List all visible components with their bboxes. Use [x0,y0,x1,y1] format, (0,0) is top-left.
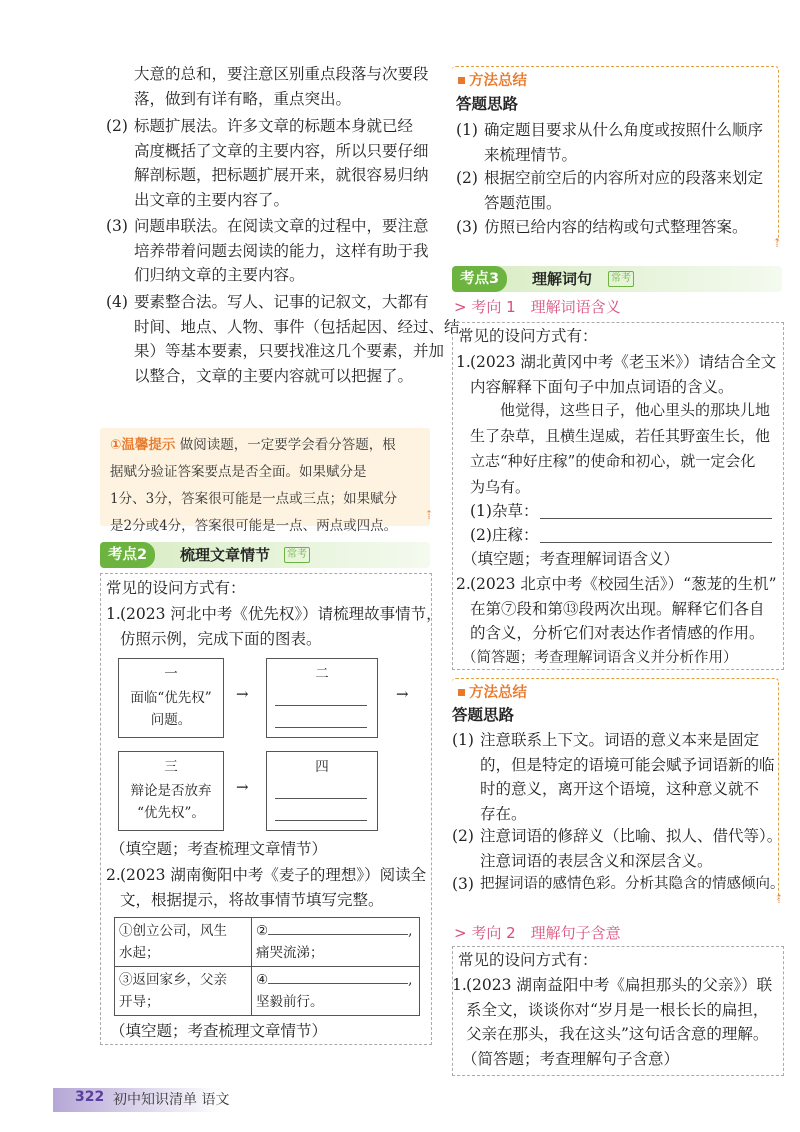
text-line: 生了杂草，且横生逞威，若任其野蛮生长，他 [470,426,771,445]
method-number: (1) [456,121,478,139]
text-line: 文，根据提示，将故事情节填写完整。 [120,890,384,909]
text-line: 问题串联法。在阅读文章的过程中，要注意 [134,217,429,235]
method-item [452,728,786,826]
method-number: (1) [452,731,474,749]
common-label: 常见的设问方式有： [106,579,246,597]
text-line: 注意联系上下文。词语的意义本来是固定 [480,731,760,749]
text-line: 内容解释下面句子中加点词语的含义。 [470,377,734,396]
text-line: 把握词语的感情色彩。分析其隐含的情感倾向。 [480,876,785,892]
kp3-header [452,266,782,292]
corner-arrow-icon: ⇡ [424,508,435,522]
kp2-tag: 考点2 [100,542,155,568]
text-line: 仿照示例，完成下面的图表。 [120,629,322,648]
question-number: 2. [106,866,121,884]
page-number: 322 [75,1089,105,1105]
table-cell[interactable]: ② , 痛哭流涕； [252,918,420,967]
text-line: (2023 湖北黄冈中考《老玉米》）请结合全文 [470,353,777,371]
text-line: 存在。 [480,804,527,823]
method-item [106,214,436,288]
method-item [456,118,786,167]
question-note: （简答题；考查理解词语含义并分析作用） [462,650,738,666]
question-number: 1. [452,976,467,994]
question-number: 1. [456,353,471,371]
box-title: 二 [315,666,329,682]
text-line: 注意词语的表层含义和深层含义。 [480,851,713,870]
kp2-badge: 常考 [284,547,310,563]
box-title: 三 [164,759,178,775]
blank-label: (2)庄稼： [470,526,539,544]
question-note: （填空题；考查梳理文章情节） [110,840,328,858]
method-number: (4) [106,293,128,311]
table-cell: ①创立公司，风生 水起； [115,918,252,967]
text-line: 为乌有。 [470,477,531,496]
kp2-title: 梳理文章情节 [180,546,271,564]
kp3-tag: 考点3 [452,266,507,292]
diagram-box-2 [266,658,378,738]
diagram-box-4 [266,751,378,831]
question-3 [452,973,786,1047]
text-line: 的，但是特定的语境可能会赋予词语新的临 [480,755,775,774]
footer-title: 初中知识清单 语文 [113,1092,230,1108]
text-line: (2023 北京中考《校园生活》）“葱茏的生机” [470,575,777,593]
kp2-header [100,542,430,568]
text-line: 系全文，谈谈你对“岁月是一根长长的扁担， [466,1000,769,1019]
text-line: 解剖标题，把标题扩展开来，就很容易归纳 [134,166,429,184]
text-line: “优先权”。 [137,805,205,821]
tip-label: ①温馨提示 [110,437,176,453]
text-line: 1分、3分，答案很可能是一点或三点；如果赋分 [110,491,398,507]
method-item [452,872,786,897]
corner-arrow-icon: ⇡ [774,892,785,906]
method-item [106,290,460,388]
text-line: 他觉得，这些日子，他心里头的那块儿地 [500,401,771,419]
diagram-box-1 [118,658,224,738]
text-line: 高度概括了文章的主要内容，所以只要仔细 [134,141,429,160]
question-note: （填空题；考查梳理文章情节） [110,1022,328,1040]
common-label: 常见的设问方式有： [458,951,598,969]
method-summary-title: 方法总结 [458,69,527,90]
direction-1-title: > 考向 1 理解词语含义 [454,298,621,316]
method-heading: 答题思路 [456,95,519,113]
question-2 [106,863,436,912]
method-item [456,215,786,240]
table-cell: ③返回家乡，父亲 开导； [115,967,252,1016]
box-title: 一 [164,666,178,682]
text-line: 问题。 [150,712,192,728]
method-number: (2) [456,169,478,187]
text-line: 来梳理情节。 [484,145,578,164]
text-line: 的含义，分析它们对表达作者情感的作用。 [470,624,765,642]
method-number: (3) [106,217,128,235]
text-line: 要素整合法。写人、记事的记叙文，大都有 [134,293,429,311]
answer-blank[interactable] [275,798,367,799]
answer-blank[interactable] [275,820,367,821]
direction-2-title: > 考向 2 理解句子含意 [454,924,621,942]
question-number: 2. [456,575,471,593]
tip-box [100,428,430,534]
text-line: 注意词语的修辞义（比喻、拟人、借代等）。 [480,827,783,845]
text-line: 据赋分验证答案要点是否全面。如果赋分是 [110,464,367,480]
text-line: 时间、地点、人物、事件（包括起因、经过、结 [134,317,460,336]
method-item [106,114,436,212]
answer-blank[interactable] [275,727,367,728]
text-line: 果）等基本要素，只要找准这几个要素，并加 [134,342,445,360]
text-line: 出文章的主要内容了。 [134,190,290,209]
text-line: 确定题目要求从什么角度或按照什么顺序 [484,121,764,139]
kp3-badge: 常考 [608,271,634,287]
question-number: 1. [106,605,121,623]
text-line: (2023 湖南衡阳中考《麦子的理想》）阅读全 [120,866,427,884]
answer-blank[interactable] [275,705,367,706]
page-footer [53,1088,230,1112]
question-note: （填空题；考查理解词语含义） [462,550,680,568]
common-label: 常见的设问方式有： [458,327,598,345]
blank-label: (1)杂草： [470,502,539,520]
method-number: (3) [452,875,474,893]
text-line: 立志“种好庄稼”的使命和初心，就一定会化 [470,452,756,470]
method-item [452,824,786,873]
method-number: (3) [456,218,478,236]
arrow-right-icon: → [236,685,249,703]
plot-table [114,917,420,1016]
text-line: 是2分或4分，答案很可能是一点、两点或四点。 [110,518,398,534]
text-line: 根据空前空后的内容所对应的段落来划定 [484,169,764,187]
method-number: (2) [106,117,128,135]
diagram-box-3 [118,751,224,831]
arrow-right-icon: → [396,685,409,703]
method-heading: 答题思路 [452,706,515,724]
text-line: 答题范围。 [484,193,562,212]
text-line: 培养带着问题去阅读的能力，这样有助于我 [134,241,429,260]
text-line: 辩论是否放弃 [130,783,212,799]
text-line: (2023 湖南益阳中考《扁担那头的父亲》）联 [466,976,773,994]
answer-blank[interactable] [540,542,772,543]
method-summary-title: 方法总结 [458,681,527,702]
question-2 [456,572,786,646]
answer-blank[interactable] [540,518,772,519]
text-line: 们归纳文章的主要内容。 [134,266,305,284]
text-line: 面临“优先权” [130,690,212,706]
method-number: (2) [452,827,474,845]
question-1 [106,602,442,651]
text-line: 仿照已给内容的结构或句式整理答案。 [484,218,748,236]
text-line: 大意的总和，要注意区别重点段落与次要段 [134,65,429,83]
text-line: 落，做到有详有略，重点突出。 [134,90,352,108]
question-1 [456,350,786,399]
method-item [456,166,786,215]
text-line: 标题扩展法。许多文章的标题本身就已经 [134,117,414,135]
corner-arrow-icon: ⇡ [772,236,783,250]
arrow-right-icon: → [236,778,249,796]
text-line: (2023 河北中考《优先权》）请梳理故事情节， [120,605,442,623]
text-line: 父亲在那头，我在这头”这句话含意的理解。 [466,1025,769,1043]
table-cell[interactable]: ④ , 坚毅前行。 [252,967,420,1016]
text-line: 以整合，文章的主要内容就可以把握了。 [134,366,414,385]
passage [470,398,780,500]
kp3-title: 理解词句 [532,270,593,288]
text-line: 做阅读题，一定要学会看分答题，根 [179,437,396,453]
text-line: 在第⑦段和第⑬段两次出现。解释它们各自 [470,599,765,618]
box-title: 四 [315,759,329,775]
text-line: 时的意义，离开这个语境，这种意义就不 [480,780,760,798]
question-note: （简答题；考查理解句子含意） [462,1050,680,1068]
